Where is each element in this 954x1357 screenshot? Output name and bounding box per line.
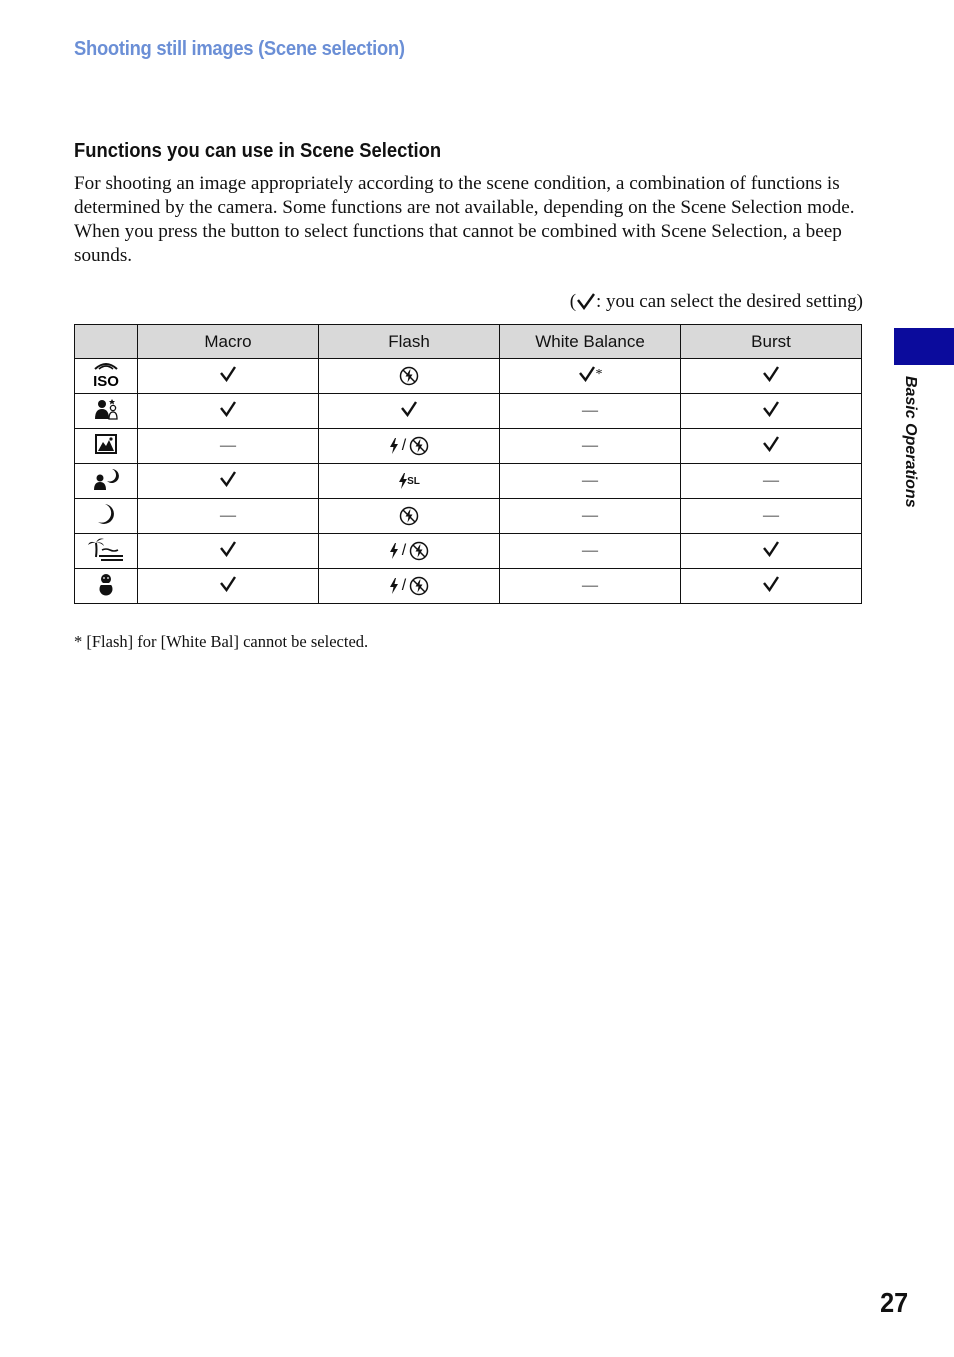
scene-icon-cell	[75, 569, 138, 604]
twilight-portrait-icon	[92, 478, 120, 495]
legend-text: : you can select the desired setting)	[596, 291, 863, 312]
cell-white-balance	[500, 429, 681, 464]
slash: /	[401, 542, 407, 559]
table-row	[75, 429, 862, 464]
cell-flash	[319, 359, 500, 394]
not-available-dash: —	[763, 472, 779, 489]
checkmark-icon	[576, 292, 596, 316]
footnote: * [Flash] for [White Bal] cannot be selected.	[74, 632, 369, 651]
not-available-dash: —	[582, 437, 598, 454]
flash-on-icon	[389, 577, 399, 594]
table-row	[75, 464, 862, 499]
flash-on-icon	[389, 437, 399, 454]
running-head: Shooting still images (Scene selection)	[74, 38, 405, 60]
scene-icon-cell	[75, 464, 138, 499]
slash: /	[401, 437, 407, 454]
not-available-dash: —	[582, 507, 598, 524]
slow-sync-label: SL	[407, 475, 420, 487]
legend	[570, 291, 863, 316]
snow-icon	[95, 583, 117, 600]
beach-icon	[87, 548, 125, 565]
flash-off-icon	[399, 507, 419, 524]
cell-flash	[319, 394, 500, 429]
flash-off-icon	[409, 577, 429, 594]
table-row	[75, 359, 862, 394]
cell-macro	[138, 534, 319, 569]
footnote-marker: *	[595, 367, 603, 382]
not-available-dash: —	[763, 507, 779, 524]
cell-white-balance	[500, 534, 681, 569]
table-header-row	[75, 325, 862, 359]
header-macro: Macro	[138, 325, 319, 359]
cell-white-balance	[500, 359, 681, 394]
cell-white-balance	[500, 464, 681, 499]
scene-icon-cell	[75, 394, 138, 429]
landscape-icon	[94, 442, 118, 459]
svg-text:ISO: ISO	[93, 372, 119, 388]
scene-icon-cell	[75, 359, 138, 394]
section-title: Functions you can use in Scene Selection	[74, 140, 442, 162]
cell-macro	[138, 394, 319, 429]
cell-burst	[681, 359, 862, 394]
header-burst: Burst	[681, 325, 862, 359]
cell-burst	[681, 534, 862, 569]
header-blank	[75, 325, 138, 359]
cell-macro	[138, 569, 319, 604]
header-white-balance: White Balance	[500, 325, 681, 359]
high-sensitivity-iso-icon	[91, 372, 121, 392]
cell-burst	[681, 394, 862, 429]
body-text: For shooting an image appropriately according to the scene condition, a combination of functions is determined by the camera. Some functions are not available, depending on the Scene Selection mode. When you press the button to select functions that cannot be combined with Scene Selection, a beep sounds.	[74, 173, 855, 266]
cell-flash	[319, 464, 500, 499]
cell-burst	[681, 569, 862, 604]
not-available-dash: —	[582, 577, 598, 594]
not-available-dash: —	[220, 507, 236, 524]
not-available-dash: —	[582, 402, 598, 419]
cell-white-balance	[500, 569, 681, 604]
cell-burst	[681, 429, 862, 464]
table-body	[75, 359, 862, 604]
cell-burst	[681, 499, 862, 534]
table-row	[75, 534, 862, 569]
cell-flash	[319, 534, 500, 569]
cell-macro	[138, 359, 319, 394]
cell-flash	[319, 499, 500, 534]
flash-on-icon	[389, 542, 399, 559]
scene-icon-cell	[75, 499, 138, 534]
sidebar-label-text: Basic Operations	[902, 376, 919, 508]
flash-off-icon	[409, 542, 429, 559]
sidebar-tab	[894, 328, 954, 365]
header-flash: Flash	[319, 325, 500, 359]
cell-white-balance	[500, 394, 681, 429]
twilight-icon	[95, 513, 117, 530]
scene-function-table	[74, 324, 862, 604]
not-available-dash: —	[582, 472, 598, 489]
page-number: 27	[879, 1287, 908, 1318]
not-available-dash: —	[220, 437, 236, 454]
cell-flash	[319, 429, 500, 464]
scene-icon-cell	[75, 534, 138, 569]
cell-macro	[138, 464, 319, 499]
cell-white-balance	[500, 499, 681, 534]
table-row	[75, 499, 862, 534]
cell-flash	[319, 569, 500, 604]
table-row	[75, 569, 862, 604]
soft-snap-icon	[93, 408, 119, 425]
sidebar-label	[900, 376, 924, 516]
slash: /	[401, 577, 407, 594]
cell-macro	[138, 499, 319, 534]
not-available-dash: —	[582, 542, 598, 559]
table-row	[75, 394, 862, 429]
flash-off-icon	[409, 437, 429, 454]
flash-off-icon	[399, 367, 419, 384]
legend-open: (	[569, 291, 577, 312]
cell-macro	[138, 429, 319, 464]
cell-burst	[681, 464, 862, 499]
scene-icon-cell	[75, 429, 138, 464]
